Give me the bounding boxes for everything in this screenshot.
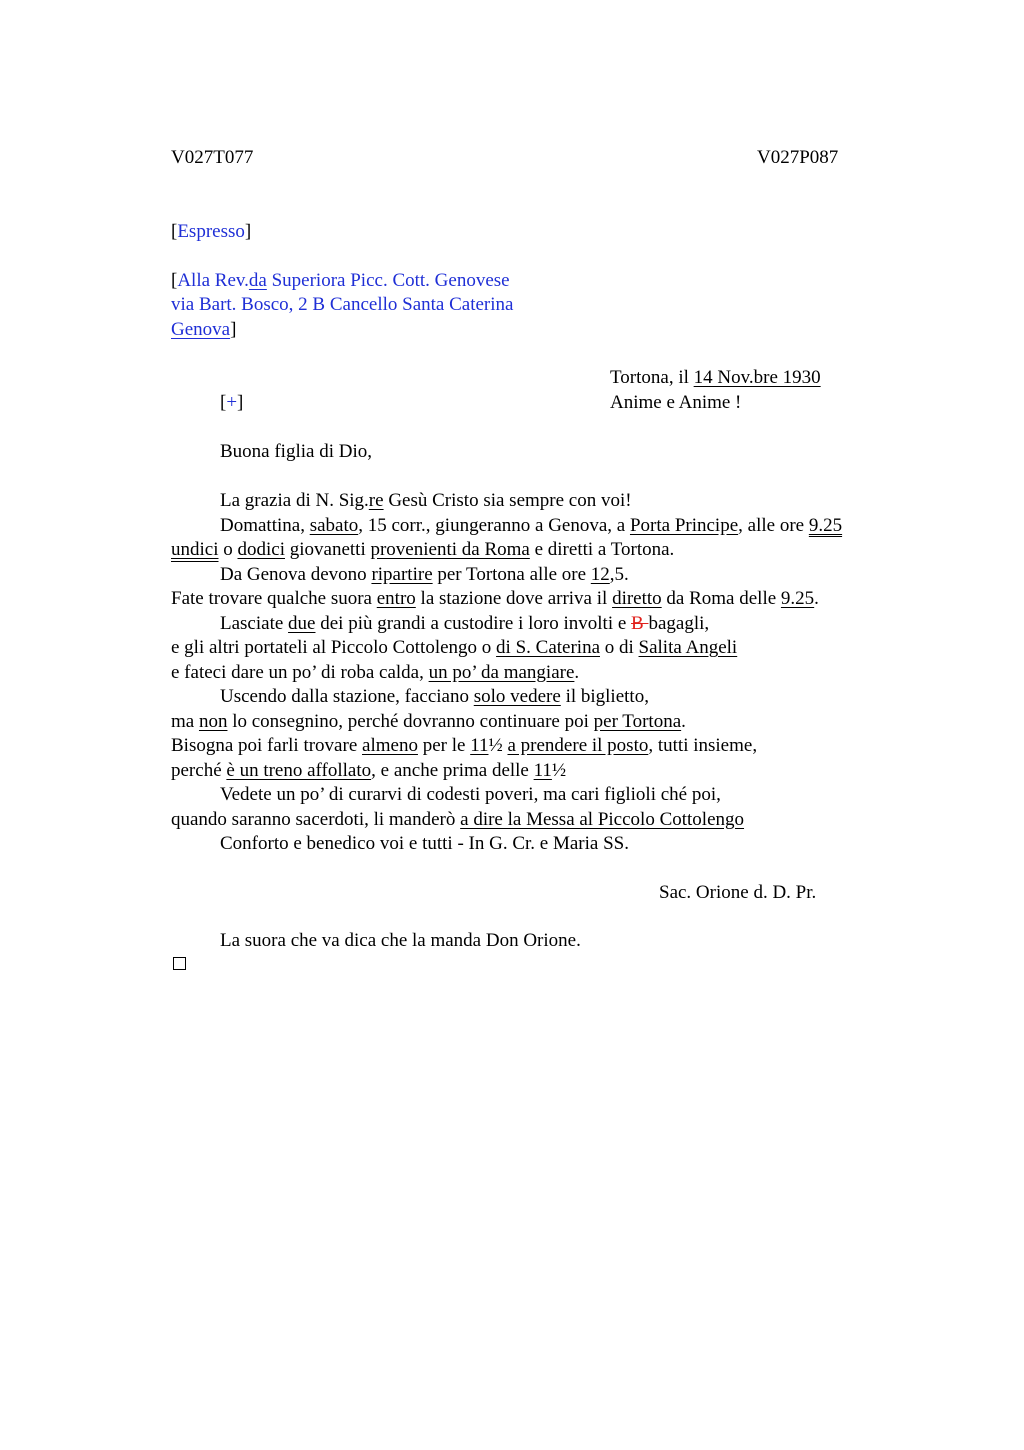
letter-line: Da Genova devono ripartire per Tortona alle ore 12,5. <box>220 563 629 585</box>
letter-line: Bisogna poi farli trovare almeno per le 11½ a prendere il posto, tutti insieme, <box>171 735 758 756</box>
document-code-left: V027T077 <box>171 147 254 168</box>
address-line-1: [Alla Rev.da Superiora Picc. Cott. Genovese <box>171 270 510 291</box>
letter-line: Vedete un po’ di curarvi di codesti poveri, ma cari figlioli ché poi, <box>220 784 721 805</box>
document-code-right: V027P087 <box>757 147 839 168</box>
end-mark-box <box>173 957 186 970</box>
struck-text: B <box>631 612 649 634</box>
postscript: La suora che va dica che la manda Don Orione. <box>220 930 581 951</box>
letter-line: perché è un treno affollato, e anche prima delle 11½ <box>171 759 567 781</box>
signature: Sac. Orione d. D. Pr. <box>659 882 817 903</box>
express-mark: [Espresso] <box>171 221 252 242</box>
address-line-3: Genova] <box>171 319 237 340</box>
letter-line: La grazia di N. Sig.re Gesù Cristo sia sempre con voi! <box>220 490 632 511</box>
letter-line: ma non lo consegnino, perché dovranno continuare poi per Tortona. <box>171 710 686 732</box>
letter-line: Conforto e benedico voi e tutti - In G. Cr. e Maria SS. <box>220 833 629 854</box>
salutation: Buona figlia di Dio, <box>220 441 372 462</box>
letter-line: Lasciate due dei più grandi a custodire i loro involti e B bagagli, <box>220 612 710 634</box>
letter-line: e gli altri portateli al Piccolo Cottolengo o di S. Caterina o di Salita Angeli <box>171 637 738 658</box>
letter-line: Fate trovare qualche suora entro la stazione dove arriva il diretto da Roma delle 9.25. <box>171 588 819 609</box>
letter-line: Uscendo dalla stazione, facciano solo vedere il biglietto, <box>220 686 649 707</box>
cross-mark: [+] <box>220 392 244 413</box>
address-line-2: via Bart. Bosco, 2 B Cancello Santa Caterina <box>171 294 514 315</box>
letter-line: Domattina, sabato, 15 corr., giungeranno a Genova, a Porta Principe, alle ore 9.25 <box>220 514 843 536</box>
motto: Anime e Anime ! <box>610 392 742 413</box>
letter-line: undici o dodici giovanetti provenienti da Roma e diretti a Tortona. <box>171 539 675 560</box>
letter-body <box>171 489 931 857</box>
place-date: Tortona, il 14 Nov.bre 1930 <box>610 367 821 388</box>
letter-line: e fateci dare un po’ di roba calda, un po’ da mangiare. <box>171 661 580 683</box>
express-label: Espresso <box>177 221 245 242</box>
letter-date: 14 Nov.bre 1930 <box>693 367 821 388</box>
letter-line: quando saranno sacerdoti, li manderò a dire la Messa al Piccolo Cottolengo <box>171 808 745 830</box>
